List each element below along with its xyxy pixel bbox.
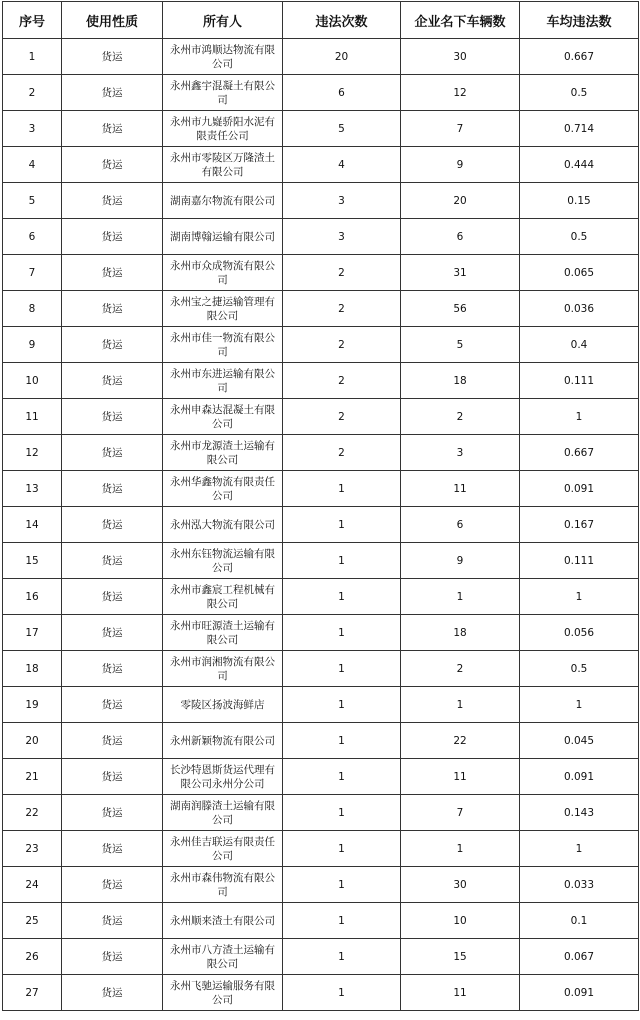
cell-avg-violations: 1 bbox=[520, 399, 639, 435]
cell-violations: 1 bbox=[283, 903, 401, 939]
cell-avg-violations: 0.167 bbox=[520, 507, 639, 543]
cell-owner: 零陵区扬波海鲜店 bbox=[163, 687, 283, 723]
cell-violations: 1 bbox=[283, 831, 401, 867]
table-row bbox=[3, 219, 639, 255]
table-row bbox=[3, 759, 639, 795]
cell-violations: 1 bbox=[283, 687, 401, 723]
cell-vehicles: 2 bbox=[401, 651, 520, 687]
table-row bbox=[3, 39, 639, 75]
table-row bbox=[3, 543, 639, 579]
cell-index: 19 bbox=[3, 687, 62, 723]
cell-vehicles: 1 bbox=[401, 687, 520, 723]
table-row bbox=[3, 651, 639, 687]
cell-owner: 永州市八方渣土运输有限公司 bbox=[163, 939, 283, 975]
cell-avg-violations: 0.091 bbox=[520, 975, 639, 1011]
cell-violations: 1 bbox=[283, 975, 401, 1011]
table-row bbox=[3, 939, 639, 975]
cell-violations: 3 bbox=[283, 219, 401, 255]
cell-usage: 货运 bbox=[62, 147, 163, 183]
cell-owner: 永州市零陵区万隆渣土有限公司 bbox=[163, 147, 283, 183]
cell-index: 22 bbox=[3, 795, 62, 831]
cell-owner: 永州市鸿顺达物流有限公司 bbox=[163, 39, 283, 75]
cell-vehicles: 30 bbox=[401, 39, 520, 75]
table-row bbox=[3, 183, 639, 219]
cell-index: 5 bbox=[3, 183, 62, 219]
cell-usage: 货运 bbox=[62, 939, 163, 975]
header-cell-avg-violations: 车均违法数 bbox=[520, 2, 639, 39]
cell-index: 16 bbox=[3, 579, 62, 615]
cell-usage: 货运 bbox=[62, 291, 163, 327]
cell-owner: 永州市九嶷骄阳水泥有限责任公司 bbox=[163, 111, 283, 147]
cell-usage: 货运 bbox=[62, 543, 163, 579]
table-row bbox=[3, 111, 639, 147]
cell-usage: 货运 bbox=[62, 219, 163, 255]
cell-violations: 3 bbox=[283, 183, 401, 219]
cell-usage: 货运 bbox=[62, 399, 163, 435]
cell-vehicles: 30 bbox=[401, 867, 520, 903]
cell-owner: 永州新颖物流有限公司 bbox=[163, 723, 283, 759]
cell-avg-violations: 0.065 bbox=[520, 255, 639, 291]
cell-index: 7 bbox=[3, 255, 62, 291]
cell-avg-violations: 0.4 bbox=[520, 327, 639, 363]
cell-avg-violations: 1 bbox=[520, 579, 639, 615]
cell-index: 3 bbox=[3, 111, 62, 147]
table-row bbox=[3, 435, 639, 471]
cell-avg-violations: 0.067 bbox=[520, 939, 639, 975]
cell-avg-violations: 1 bbox=[520, 831, 639, 867]
cell-violations: 2 bbox=[283, 327, 401, 363]
table-row bbox=[3, 723, 639, 759]
cell-vehicles: 2 bbox=[401, 399, 520, 435]
cell-usage: 货运 bbox=[62, 111, 163, 147]
cell-index: 20 bbox=[3, 723, 62, 759]
cell-violations: 1 bbox=[283, 543, 401, 579]
cell-violations: 1 bbox=[283, 939, 401, 975]
cell-index: 2 bbox=[3, 75, 62, 111]
cell-vehicles: 22 bbox=[401, 723, 520, 759]
cell-usage: 货运 bbox=[62, 327, 163, 363]
cell-vehicles: 11 bbox=[401, 759, 520, 795]
cell-owner: 湖南润滕渣土运输有限公司 bbox=[163, 795, 283, 831]
cell-usage: 货运 bbox=[62, 975, 163, 1011]
cell-index: 1 bbox=[3, 39, 62, 75]
table-row bbox=[3, 615, 639, 651]
cell-avg-violations: 0.5 bbox=[520, 75, 639, 111]
table-row bbox=[3, 255, 639, 291]
cell-vehicles: 31 bbox=[401, 255, 520, 291]
cell-vehicles: 3 bbox=[401, 435, 520, 471]
table-row bbox=[3, 363, 639, 399]
table-row bbox=[3, 147, 639, 183]
cell-index: 23 bbox=[3, 831, 62, 867]
cell-owner: 永州市佳一物流有限公司 bbox=[163, 327, 283, 363]
cell-violations: 1 bbox=[283, 759, 401, 795]
cell-vehicles: 7 bbox=[401, 111, 520, 147]
cell-vehicles: 9 bbox=[401, 147, 520, 183]
cell-index: 9 bbox=[3, 327, 62, 363]
cell-index: 6 bbox=[3, 219, 62, 255]
table-row bbox=[3, 399, 639, 435]
cell-vehicles: 20 bbox=[401, 183, 520, 219]
cell-vehicles: 18 bbox=[401, 363, 520, 399]
table-body bbox=[3, 39, 639, 1011]
cell-owner: 永州市润湘物流有限公司 bbox=[163, 651, 283, 687]
cell-owner: 永州飞驰运输服务有限公司 bbox=[163, 975, 283, 1011]
cell-avg-violations: 0.15 bbox=[520, 183, 639, 219]
cell-vehicles: 5 bbox=[401, 327, 520, 363]
cell-usage: 货运 bbox=[62, 831, 163, 867]
cell-index: 14 bbox=[3, 507, 62, 543]
cell-index: 24 bbox=[3, 867, 62, 903]
cell-avg-violations: 0.667 bbox=[520, 435, 639, 471]
cell-index: 4 bbox=[3, 147, 62, 183]
cell-violations: 20 bbox=[283, 39, 401, 75]
cell-usage: 货运 bbox=[62, 903, 163, 939]
cell-violations: 5 bbox=[283, 111, 401, 147]
cell-owner: 永州市鑫宸工程机械有限公司 bbox=[163, 579, 283, 615]
header-cell-index: 序号 bbox=[3, 2, 62, 39]
cell-violations: 2 bbox=[283, 435, 401, 471]
cell-owner: 湖南嘉尔物流有限公司 bbox=[163, 183, 283, 219]
cell-violations: 1 bbox=[283, 723, 401, 759]
table-row bbox=[3, 291, 639, 327]
cell-vehicles: 6 bbox=[401, 507, 520, 543]
cell-violations: 2 bbox=[283, 399, 401, 435]
cell-violations: 1 bbox=[283, 795, 401, 831]
cell-owner: 永州宝之捷运输管理有限公司 bbox=[163, 291, 283, 327]
header-cell-usage: 使用性质 bbox=[62, 2, 163, 39]
cell-vehicles: 10 bbox=[401, 903, 520, 939]
cell-vehicles: 12 bbox=[401, 75, 520, 111]
cell-vehicles: 56 bbox=[401, 291, 520, 327]
cell-violations: 6 bbox=[283, 75, 401, 111]
header-cell-vehicles: 企业名下车辆数 bbox=[401, 2, 520, 39]
cell-avg-violations: 0.5 bbox=[520, 651, 639, 687]
cell-vehicles: 11 bbox=[401, 975, 520, 1011]
cell-vehicles: 1 bbox=[401, 579, 520, 615]
cell-avg-violations: 0.045 bbox=[520, 723, 639, 759]
cell-vehicles: 9 bbox=[401, 543, 520, 579]
cell-owner: 永州市龙源渣土运输有限公司 bbox=[163, 435, 283, 471]
cell-avg-violations: 0.111 bbox=[520, 543, 639, 579]
cell-owner: 长沙特恩斯货运代理有限公司永州分公司 bbox=[163, 759, 283, 795]
cell-index: 18 bbox=[3, 651, 62, 687]
table-row bbox=[3, 831, 639, 867]
cell-avg-violations: 0.091 bbox=[520, 471, 639, 507]
cell-owner: 永州市旺源渣土运输有限公司 bbox=[163, 615, 283, 651]
cell-usage: 货运 bbox=[62, 579, 163, 615]
table-row bbox=[3, 867, 639, 903]
cell-usage: 货运 bbox=[62, 255, 163, 291]
cell-usage: 货运 bbox=[62, 615, 163, 651]
cell-usage: 货运 bbox=[62, 507, 163, 543]
cell-owner: 湖南博翰运输有限公司 bbox=[163, 219, 283, 255]
cell-usage: 货运 bbox=[62, 75, 163, 111]
cell-avg-violations: 0.143 bbox=[520, 795, 639, 831]
cell-violations: 4 bbox=[283, 147, 401, 183]
cell-owner: 永州市东进运输有限公司 bbox=[163, 363, 283, 399]
cell-index: 27 bbox=[3, 975, 62, 1011]
cell-avg-violations: 0.5 bbox=[520, 219, 639, 255]
header-row bbox=[3, 2, 639, 39]
cell-avg-violations: 0.056 bbox=[520, 615, 639, 651]
cell-violations: 1 bbox=[283, 651, 401, 687]
table-row bbox=[3, 903, 639, 939]
cell-violations: 1 bbox=[283, 471, 401, 507]
violations-table bbox=[2, 1, 639, 1011]
table-row bbox=[3, 471, 639, 507]
cell-owner: 永州顺来渣土有限公司 bbox=[163, 903, 283, 939]
cell-usage: 货运 bbox=[62, 795, 163, 831]
cell-vehicles: 18 bbox=[401, 615, 520, 651]
cell-vehicles: 11 bbox=[401, 471, 520, 507]
cell-avg-violations: 0.1 bbox=[520, 903, 639, 939]
cell-usage: 货运 bbox=[62, 435, 163, 471]
cell-usage: 货运 bbox=[62, 687, 163, 723]
cell-usage: 货运 bbox=[62, 471, 163, 507]
cell-usage: 货运 bbox=[62, 183, 163, 219]
cell-vehicles: 15 bbox=[401, 939, 520, 975]
cell-owner: 永州泓大物流有限公司 bbox=[163, 507, 283, 543]
cell-index: 25 bbox=[3, 903, 62, 939]
header-cell-owner: 所有人 bbox=[163, 2, 283, 39]
cell-index: 8 bbox=[3, 291, 62, 327]
cell-usage: 货运 bbox=[62, 651, 163, 687]
cell-index: 11 bbox=[3, 399, 62, 435]
cell-owner: 永州佳吉联运有限责任公司 bbox=[163, 831, 283, 867]
cell-avg-violations: 0.714 bbox=[520, 111, 639, 147]
cell-owner: 永州申森达混凝土有限公司 bbox=[163, 399, 283, 435]
cell-index: 26 bbox=[3, 939, 62, 975]
cell-violations: 2 bbox=[283, 255, 401, 291]
cell-avg-violations: 0.033 bbox=[520, 867, 639, 903]
cell-avg-violations: 0.444 bbox=[520, 147, 639, 183]
cell-vehicles: 1 bbox=[401, 831, 520, 867]
table-row bbox=[3, 579, 639, 615]
table-row bbox=[3, 975, 639, 1011]
cell-index: 12 bbox=[3, 435, 62, 471]
table-row bbox=[3, 327, 639, 363]
table-row bbox=[3, 795, 639, 831]
cell-index: 10 bbox=[3, 363, 62, 399]
cell-index: 15 bbox=[3, 543, 62, 579]
cell-vehicles: 7 bbox=[401, 795, 520, 831]
cell-usage: 货运 bbox=[62, 723, 163, 759]
cell-usage: 货运 bbox=[62, 39, 163, 75]
cell-violations: 1 bbox=[283, 579, 401, 615]
cell-avg-violations: 1 bbox=[520, 687, 639, 723]
cell-violations: 2 bbox=[283, 363, 401, 399]
cell-owner: 永州市众成物流有限公司 bbox=[163, 255, 283, 291]
table-row bbox=[3, 507, 639, 543]
cell-owner: 永州华鑫物流有限责任公司 bbox=[163, 471, 283, 507]
cell-owner: 永州市森伟物流有限公司 bbox=[163, 867, 283, 903]
table-row bbox=[3, 687, 639, 723]
cell-owner: 永州鑫宇混凝土有限公司 bbox=[163, 75, 283, 111]
header-cell-violations: 违法次数 bbox=[283, 2, 401, 39]
cell-owner: 永州东钰物流运输有限公司 bbox=[163, 543, 283, 579]
cell-usage: 货运 bbox=[62, 363, 163, 399]
table-row bbox=[3, 75, 639, 111]
cell-avg-violations: 0.111 bbox=[520, 363, 639, 399]
cell-index: 21 bbox=[3, 759, 62, 795]
cell-violations: 2 bbox=[283, 291, 401, 327]
cell-index: 17 bbox=[3, 615, 62, 651]
cell-violations: 1 bbox=[283, 867, 401, 903]
cell-usage: 货运 bbox=[62, 759, 163, 795]
cell-index: 13 bbox=[3, 471, 62, 507]
cell-avg-violations: 0.667 bbox=[520, 39, 639, 75]
cell-vehicles: 6 bbox=[401, 219, 520, 255]
cell-violations: 1 bbox=[283, 507, 401, 543]
cell-violations: 1 bbox=[283, 615, 401, 651]
cell-usage: 货运 bbox=[62, 867, 163, 903]
cell-avg-violations: 0.091 bbox=[520, 759, 639, 795]
cell-avg-violations: 0.036 bbox=[520, 291, 639, 327]
